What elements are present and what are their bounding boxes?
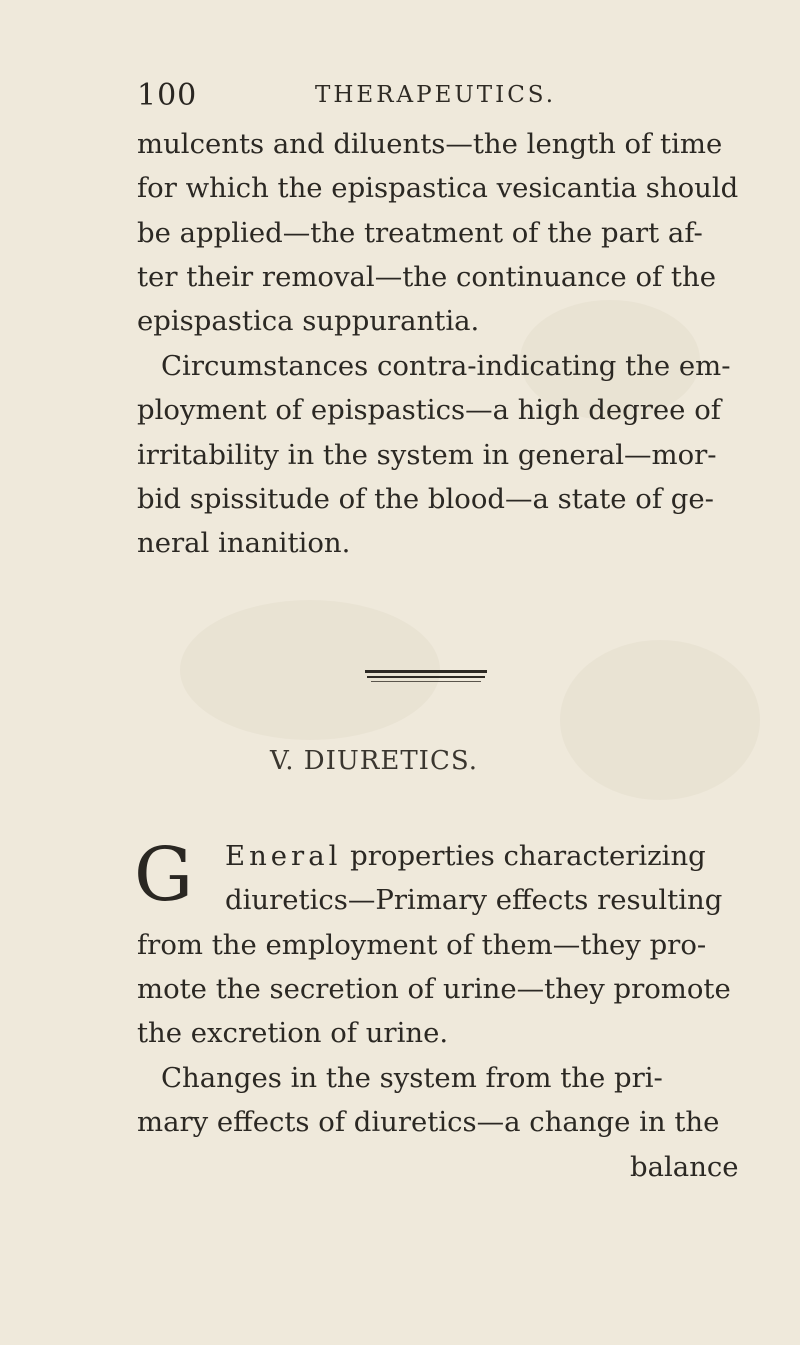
text-line: neral inanition. — [137, 527, 351, 559]
text-line: from the employment of them—they pro- — [137, 929, 707, 961]
section-title: V. DIURETICS. — [270, 746, 478, 776]
text-line-rest: properties characterizing — [341, 840, 706, 872]
text-line: ployment of epispastics—a high degree of — [137, 394, 721, 426]
text-line: ter their removal—the continuance of the — [137, 261, 716, 293]
text-line: mote the secretion of urine—they promote — [137, 973, 731, 1005]
text-line: diuretics—Primary effects resulting — [225, 884, 723, 916]
text-line — [225, 839, 706, 873]
section-divider-ornament — [365, 667, 487, 687]
page-number: 100 — [137, 78, 198, 113]
text-line: the excretion of urine. — [137, 1017, 449, 1049]
divider-rule — [367, 676, 485, 678]
page-header — [137, 78, 757, 118]
first-word-smallcaps: Eneral — [225, 840, 342, 872]
divider-rule — [371, 681, 481, 682]
catchword: balance — [630, 1151, 739, 1183]
text-line: be applied—the treatment of the part af- — [137, 217, 703, 249]
text-line: Changes in the system from the pri- — [161, 1062, 663, 1094]
drop-cap: G — [134, 832, 194, 918]
text-line: epispastica suppurantia. — [137, 305, 480, 337]
text-line: Circumstances contra-indicating the em- — [161, 350, 731, 382]
paper-stain — [560, 640, 760, 800]
running-head: THERAPEUTICS. — [315, 82, 557, 108]
text-line: bid spissitude of the blood—a state of ge- — [137, 483, 714, 515]
divider-rule — [365, 670, 487, 673]
text-line: for which the epispastica vesicantia should — [137, 172, 739, 204]
text-line: mulcents and diluents—the length of time — [137, 128, 723, 160]
text-line: mary effects of diuretics—a change in the — [137, 1106, 720, 1138]
text-line: irritability in the system in general—mor- — [137, 439, 717, 471]
